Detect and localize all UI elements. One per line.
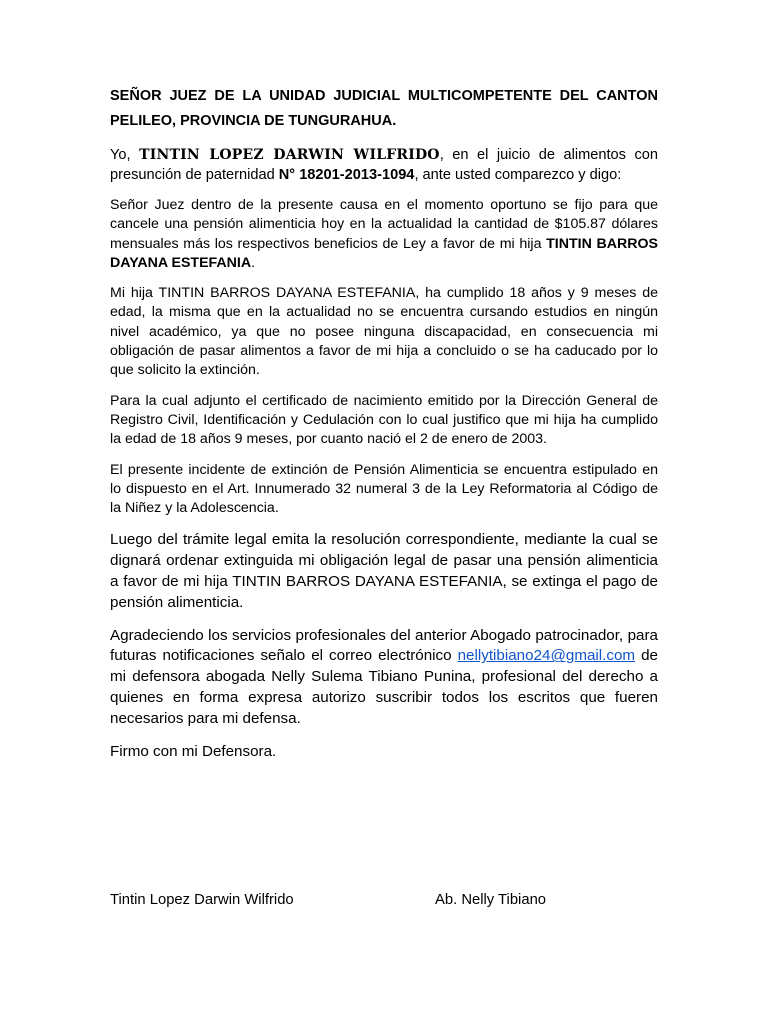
paragraph-request: Luego del trámite legal emita la resolución correspondiente, mediante la cual se dignará ordenar extinguida mi obligación legal de pasar una pensión alimenticia a favor de mi hija TINTIN BARROS DAYANA ESTEFANIA, se extinga el pago de pensión alimenticia. [110, 531, 658, 611]
petitioner-name: TINTIN LOPEZ DARWIN WILFRIDO [139, 147, 440, 163]
paragraph-pension-suffix: . [251, 254, 256, 271]
paragraph-legal-basis: El presente incidente de extinción de Pensión Alimenticia se encuentra estipulado en lo dispuesto en el Art. Innumerado 32 numeral 3 de la Ley Reformatoria al Código de la Niñez y la Adolescencia. [110, 461, 658, 517]
daughter-name: TINTIN BARROS DAYANA ESTEFANIA [110, 235, 658, 271]
paragraph-daughter-age: Mi hija TINTIN BARROS DAYANA ESTEFANIA, ha cumplido 18 años y 9 meses de edad, la misma que en la actualidad no se encuentra cursando estudios en ningún nivel académico, ya que no posee ninguna discapacidad, en consecuencia mi obligación de pasar alimentos a favor de mi hija a concluido o se ha caducado por lo que solicito la extinción. [110, 285, 658, 379]
signature-lawyer: Ab. Nelly Tibiano [435, 892, 547, 908]
intro-prefix: Yo, [110, 147, 140, 163]
notifications-suffix: de mi defensora abogada Nelly Sulema Tibiano Punina, profesional del derecho a quienes en forma expresa autorizo suscribir todos los escritos que fueren necesarios para mi defensa. [110, 647, 658, 727]
email-link[interactable]: nellytibiano24@gmail.com [457, 647, 636, 665]
intro-middle: , en el juicio de alimentos con presunción de paternidad [110, 147, 658, 183]
closing-line: Firmo con mi Defensora. [110, 742, 277, 760]
paragraph-birth-certificate: Para la cual adjunto el certificado de nacimiento emitido por la Dirección General de Registro Civil, Identificación y Cedulación con lo cual justifico que mi hija ha cumplido la edad de 18 años 9 meses, por cuanto nació el 2 de enero de 2003. [110, 392, 658, 448]
signature-petitioner: Tintin Lopez Darwin Wilfrido [110, 892, 294, 908]
paragraph-pension-amount [110, 196, 658, 273]
case-number: N° 18201-2013-1094 [278, 167, 415, 183]
intro-suffix: , ante usted comparezco y digo: [414, 167, 622, 183]
notifications-prefix: Agradeciendo los servicios profesionales del anterior Abogado patrocinador, para futuras notificaciones señalo el correo electrónico [110, 626, 658, 665]
document-heading: SEÑOR JUEZ DE LA UNIDAD JUDICIAL MULTICOMPETENTE DEL CANTON PELILEO, PROVINCIA DE TUNGURAHUA. [110, 88, 658, 129]
paragraph-notifications [110, 626, 658, 730]
document-body [110, 84, 658, 762]
paragraph-pension-text: Señor Juez dentro de la presente causa en el momento oportuno se fijo para que cancele una pensión alimenticia hoy en la actualidad la cantidad de $105.87 dólares mensuales más los respectivos beneficios de Ley a favor de mi hija [110, 197, 658, 252]
intro-paragraph [110, 145, 658, 185]
